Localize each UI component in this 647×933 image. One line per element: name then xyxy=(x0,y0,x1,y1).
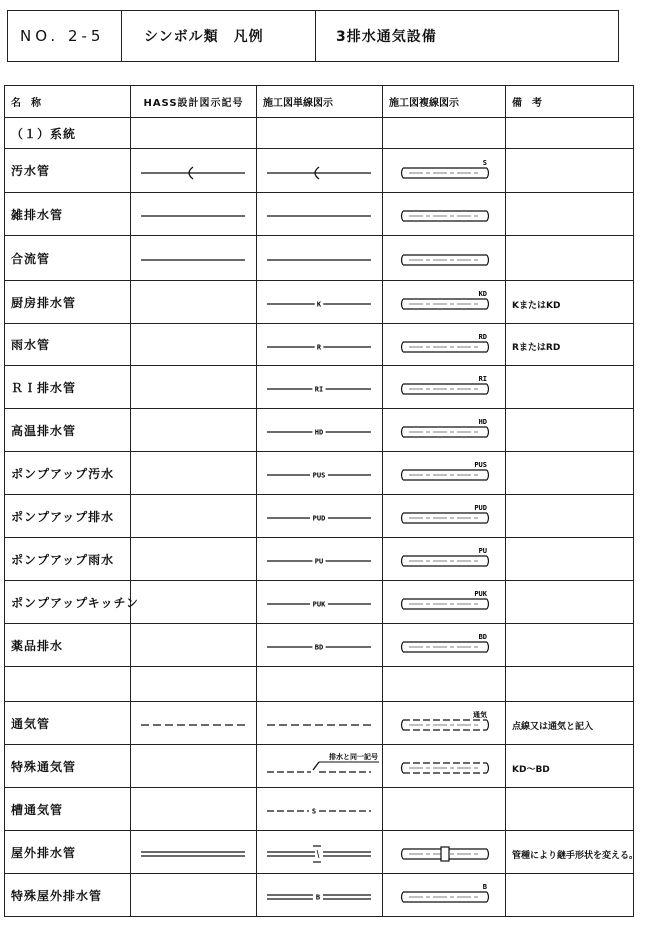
column-header-hass: HASS設計図示記号 xyxy=(131,86,257,118)
remarks xyxy=(506,667,634,702)
double-line-symbol xyxy=(383,495,506,538)
single-line-symbol xyxy=(257,281,383,324)
remarks xyxy=(506,236,634,281)
table-row xyxy=(5,788,634,831)
remarks xyxy=(506,366,634,409)
remarks xyxy=(506,495,634,538)
svg-text:RI: RI xyxy=(314,385,324,394)
table-row xyxy=(5,366,634,409)
pipe-name: 特殊通気管 xyxy=(5,745,131,788)
table-row xyxy=(5,409,634,452)
svg-text:PUS: PUS xyxy=(474,461,487,469)
svg-text:PU: PU xyxy=(478,547,487,555)
double-line-symbol xyxy=(383,149,506,193)
double-line-symbol xyxy=(383,193,506,236)
table-header-row xyxy=(5,86,634,118)
hass-symbol xyxy=(131,149,257,193)
pipe-name: ポンプアップキッチン xyxy=(5,581,131,624)
remarks: KD～BD xyxy=(506,745,634,788)
single-line-symbol xyxy=(257,874,383,917)
single-line-symbol xyxy=(257,452,383,495)
pipe-name: 合流管 xyxy=(5,236,131,281)
symbol-legend-table xyxy=(4,85,639,917)
svg-text:R: R xyxy=(316,343,322,351)
column-header-double-line: 施工図複線図示 xyxy=(383,86,506,118)
table-row xyxy=(5,874,634,917)
remarks xyxy=(506,149,634,193)
double-line-symbol xyxy=(383,624,506,667)
column-header-single-line: 施工図単線図示 xyxy=(257,86,383,118)
double-line-symbol xyxy=(383,236,506,281)
table-row xyxy=(5,193,634,236)
svg-text:B: B xyxy=(315,893,321,902)
pipe-name: 槽通気管 xyxy=(5,788,131,831)
pipe-name: 薬品排水 xyxy=(5,624,131,667)
svg-text:PUS: PUS xyxy=(312,471,326,480)
single-line-symbol xyxy=(257,236,383,281)
remarks: 点線又は通気と記入 xyxy=(506,702,634,745)
hass-symbol xyxy=(131,538,257,581)
table-row xyxy=(5,667,634,702)
double-line-symbol xyxy=(383,581,506,624)
single-line-symbol xyxy=(257,624,383,667)
remarks: KまたはKD xyxy=(506,281,634,324)
column-header-name: 名 称 xyxy=(5,86,131,118)
pipe-name: ポンプアップ雨水 xyxy=(5,538,131,581)
pipe-name: 通気管 xyxy=(5,702,131,745)
svg-text:HD: HD xyxy=(314,428,324,437)
pipe-name: 雑排水管 xyxy=(5,193,131,236)
svg-text:PUK: PUK xyxy=(312,600,326,609)
single-line-symbol xyxy=(257,193,383,236)
pipe-name: 高温排水管 xyxy=(5,409,131,452)
pipe-name: ＲＩ排水管 xyxy=(5,366,131,409)
table-row xyxy=(5,281,634,324)
svg-text:PU: PU xyxy=(314,557,324,566)
remarks xyxy=(506,624,634,667)
table-row xyxy=(5,745,634,788)
table-row xyxy=(5,495,634,538)
single-line-symbol xyxy=(257,495,383,538)
svg-text:通気: 通気 xyxy=(473,711,487,719)
pipe-name: ポンプアップ排水 xyxy=(5,495,131,538)
table-row xyxy=(5,581,634,624)
double-line-symbol xyxy=(383,702,506,745)
hass-symbol xyxy=(131,745,257,788)
hass-symbol xyxy=(131,452,257,495)
svg-text:排水と同一記号: 排水と同一記号 xyxy=(329,753,378,761)
table-row xyxy=(5,831,634,874)
double-line-symbol xyxy=(383,745,506,788)
remarks: 管種により継手形状を変える。 xyxy=(506,831,634,874)
pipe-name: 厨房排水管 xyxy=(5,281,131,324)
hass-symbol xyxy=(131,667,257,702)
svg-text:BD: BD xyxy=(314,643,324,652)
section-row xyxy=(5,118,634,149)
svg-text:BD: BD xyxy=(478,633,487,641)
table-row xyxy=(5,236,634,281)
svg-text:PUD: PUD xyxy=(474,504,487,512)
svg-text:RI: RI xyxy=(478,375,487,383)
hass-symbol xyxy=(131,236,257,281)
single-line-symbol xyxy=(257,831,383,874)
pipe-name: 汚水管 xyxy=(5,149,131,193)
hass-symbol xyxy=(131,831,257,874)
single-line-symbol xyxy=(257,667,383,702)
hass-symbol xyxy=(131,495,257,538)
remarks xyxy=(506,538,634,581)
pipe-name: 特殊屋外排水管 xyxy=(5,874,131,917)
pipe-name: 雨水管 xyxy=(5,324,131,366)
pipe-name: 屋外排水管 xyxy=(5,831,131,874)
single-line-symbol xyxy=(257,538,383,581)
hass-symbol xyxy=(131,281,257,324)
svg-text:PUK: PUK xyxy=(474,590,487,598)
double-line-symbol xyxy=(383,452,506,495)
hass-symbol xyxy=(131,581,257,624)
svg-text:S: S xyxy=(482,158,487,167)
table-row xyxy=(5,702,634,745)
remarks: RまたはRD xyxy=(506,324,634,366)
single-line-symbol xyxy=(257,581,383,624)
hass-symbol xyxy=(131,702,257,745)
table-row xyxy=(5,624,634,667)
single-line-symbol xyxy=(257,149,383,193)
svg-text:PUD: PUD xyxy=(312,514,326,523)
remarks xyxy=(506,452,634,495)
double-line-symbol xyxy=(383,667,506,702)
double-line-symbol xyxy=(383,538,506,581)
svg-text:RD: RD xyxy=(478,332,487,341)
hass-symbol xyxy=(131,624,257,667)
hass-symbol xyxy=(131,874,257,917)
hass-symbol xyxy=(131,366,257,409)
hass-symbol xyxy=(131,324,257,366)
remarks xyxy=(506,581,634,624)
svg-text:S: S xyxy=(311,807,317,816)
double-line-symbol xyxy=(383,324,506,366)
pipe-name xyxy=(5,667,131,702)
double-line-symbol xyxy=(383,409,506,452)
pipe-name: ポンプアップ汚水 xyxy=(5,452,131,495)
hass-symbol xyxy=(131,409,257,452)
remarks xyxy=(506,874,634,917)
single-line-symbol xyxy=(257,702,383,745)
svg-text:KD: KD xyxy=(478,290,487,298)
svg-text:K: K xyxy=(316,300,322,309)
single-line-symbol xyxy=(257,366,383,409)
double-line-symbol xyxy=(383,874,506,917)
single-line-symbol xyxy=(257,409,383,452)
remarks xyxy=(506,788,634,831)
section-label: （１）系統 xyxy=(5,118,131,149)
table-row xyxy=(5,538,634,581)
double-line-symbol xyxy=(383,366,506,409)
title-block xyxy=(7,10,619,62)
sheet-category: シンボル類 凡例 xyxy=(122,11,316,61)
double-line-symbol xyxy=(383,831,506,874)
svg-text:HD: HD xyxy=(478,418,487,426)
table-row xyxy=(5,149,634,193)
hass-symbol xyxy=(131,193,257,236)
single-line-symbol xyxy=(257,788,383,831)
double-line-symbol xyxy=(383,788,506,831)
sheet-section: 3排水通気設備 xyxy=(336,29,437,45)
double-line-symbol xyxy=(383,281,506,324)
remarks xyxy=(506,409,634,452)
table-row xyxy=(5,324,634,366)
column-header-remarks: 備 考 xyxy=(506,86,634,118)
table-row xyxy=(5,452,634,495)
hass-symbol xyxy=(131,788,257,831)
single-line-symbol xyxy=(257,745,383,788)
svg-text:B: B xyxy=(482,883,487,891)
single-line-symbol xyxy=(257,324,383,366)
remarks xyxy=(506,193,634,236)
sheet-number: NO. 2-5 xyxy=(8,11,122,61)
